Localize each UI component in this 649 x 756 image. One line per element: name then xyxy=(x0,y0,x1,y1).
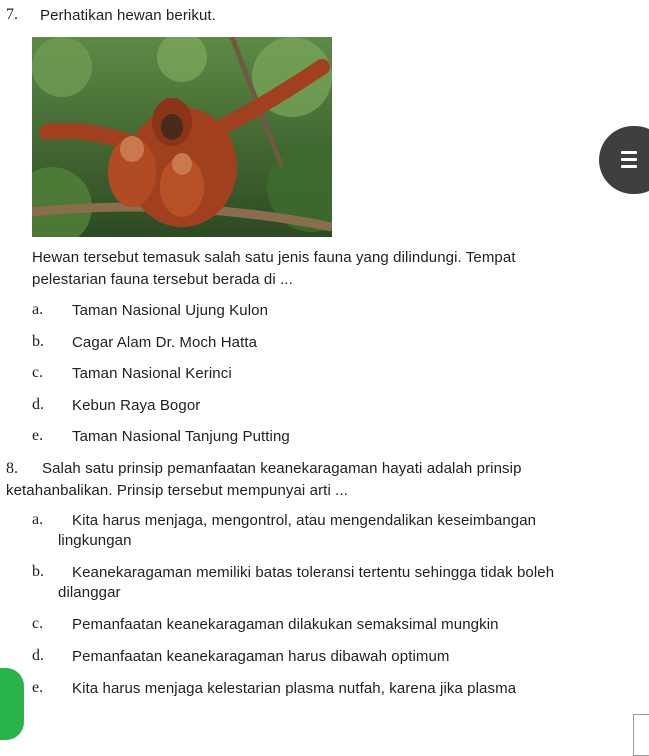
menu-icon xyxy=(621,151,637,172)
q7-option-a-text[interactable]: Taman Nasional Ujung Kulon xyxy=(72,302,269,319)
q8-option-d-letter: d. xyxy=(32,647,44,664)
q8-option-c-text[interactable]: Pemanfaatan keanekaragaman dilakukan semaksimal mungkin xyxy=(72,616,499,633)
q8-option-e-text[interactable]: Kita harus menjaga kelestarian plasma nutfah, karena jika plasma xyxy=(72,680,517,697)
orangutan-photo xyxy=(32,37,332,237)
q8-option-b-letter: b. xyxy=(32,563,44,580)
q8-option-e-letter: e. xyxy=(32,679,44,696)
question-8-text-line1: Salah satu prinsip pemanfaatan keanekaragaman hayati adalah prinsip xyxy=(42,460,522,477)
q8-option-a-letter: a. xyxy=(32,511,44,528)
q7-option-b-letter: b. xyxy=(32,333,44,350)
orangutan-illustration xyxy=(32,37,332,237)
corner-panel xyxy=(633,714,649,756)
q8-option-a-text-cont[interactable]: lingkungan xyxy=(58,532,132,549)
question-7-text-line1: Hewan tersebut temasuk salah satu jenis fauna yang dilindungi. Tempat xyxy=(32,249,516,266)
q7-option-e-letter: e. xyxy=(32,427,44,444)
q7-option-c-letter: c. xyxy=(32,364,44,381)
side-tab-button[interactable] xyxy=(0,668,24,740)
floating-menu-button[interactable] xyxy=(599,126,649,194)
q7-option-d-letter: d. xyxy=(32,396,44,413)
q7-option-e-text[interactable]: Taman Nasional Tanjung Putting xyxy=(72,428,290,445)
q8-option-a-text[interactable]: Kita harus menjaga, mengontrol, atau mengendalikan keseimbangan xyxy=(72,512,537,529)
q8-option-d-text[interactable]: Pemanfaatan keanekaragaman harus dibawah optimum xyxy=(72,648,450,665)
q7-option-d-text[interactable]: Kebun Raya Bogor xyxy=(72,397,201,414)
q8-option-b-text-cont[interactable]: dilanggar xyxy=(58,584,121,601)
q8-option-b-text[interactable]: Keanekaragaman memiliki batas toleransi tertentu sehingga tidak boleh xyxy=(72,564,555,581)
question-7-text-line2: pelestarian fauna tersebut berada di ... xyxy=(32,271,293,288)
q7-option-c-text[interactable]: Taman Nasional Kerinci xyxy=(72,365,232,382)
question-7-prompt: Perhatikan hewan berikut. xyxy=(40,7,216,24)
q7-option-b-text[interactable]: Cagar Alam Dr. Moch Hatta xyxy=(72,334,258,351)
question-8-text-line2: ketahanbalikan. Prinsip tersebut mempunyai arti ... xyxy=(6,482,348,499)
question-8-number: 8. xyxy=(6,460,18,477)
question-7-number: 7. xyxy=(6,6,18,23)
q7-option-a-letter: a. xyxy=(32,301,44,318)
q8-option-c-letter: c. xyxy=(32,615,44,632)
